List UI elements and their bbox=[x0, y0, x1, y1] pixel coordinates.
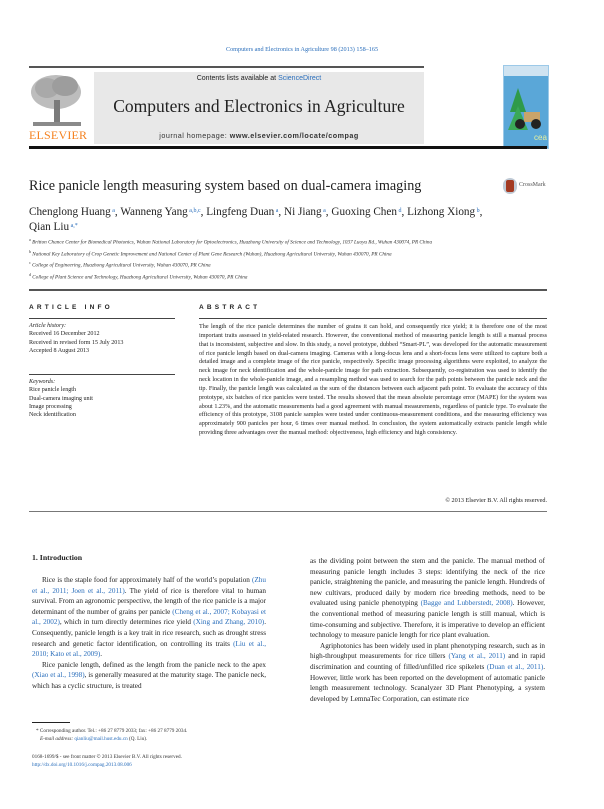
citation-link[interactable]: (Xing and Zhang, 2010) bbox=[193, 618, 265, 627]
journal-cover-icon bbox=[503, 65, 549, 149]
affiliation-item: $^c$ College of Engineering, Huazhong Agricultural University, Wuhan 430070, PR China bbox=[29, 260, 211, 269]
affiliation-key: c bbox=[29, 260, 31, 266]
cover-artwork-icon bbox=[504, 76, 548, 148]
paragraph-text: . Consequently, panicle length is a key trait in rice research, such as drought stress research and genetic factor identification, on controlling its traits bbox=[32, 618, 266, 648]
elsevier-tree-logo-icon bbox=[29, 72, 84, 130]
affiliation-key: d bbox=[29, 271, 31, 277]
abstract-text: The length of the rice panicle determines the number of grains it can hold, and consequently rice yield; it is therefore one of the most important traits assessed in yield-related research. However, the conventional method of measuring panicle length is still a manual process that is inconsistent, subjective and slow. In this study, a novel prototype, dubbed “Smart-PL”, was developed for the automatic measurement of rice panicle length based on dual-camera imaging. Cameras with a long-focus lens and a short-focus lens were utilized to capture both a detailed image and a complete image of the rice panicle, respectively. Specific image processing algorithms were exploited, to analyze the neck image for neck identification and the whole-panicle image for path extraction. Subsequently, co-registration was used to identify the neck location in the whole-panicle image, and a resampling method was used to search for the path points between the panicle neck and the tip. Finally, the panicle length was calculated as the sum of the distances between each adjacent path point. To evaluate the accuracy of this prototype, six batches of rice panicles were tested. The results showed that the mean absolute percentage error (MAPE) for the system was about 1.23%, and the automatic measurements had a good agreement with manual measurements, regardless of panicle type. To evaluate the efficiency of this prototype, 3108 panicle samples were tested under continuous-measurement conditions, and the measuring efficiency was approximately 900 panicles per hour, 6 times over manual method. In conclusion, the system automatically extracts panicle length while providing three advantages over the manual method: objectiveness, high efficiency and high consistency. bbox=[199, 324, 547, 437]
body-paragraph bbox=[32, 575, 266, 660]
abstract-heading: ABSTRACT bbox=[199, 304, 261, 311]
footnote-line bbox=[32, 727, 272, 735]
author-name[interactable]: Lizhong Xiong bbox=[407, 206, 476, 218]
paragraph-text: Rice panicle length, defined as the length from the panicle neck to the apex bbox=[42, 660, 266, 669]
article-history bbox=[29, 322, 179, 355]
footnote-marker: * bbox=[36, 728, 39, 734]
abstract-rule bbox=[199, 318, 547, 319]
footnote-email-line bbox=[32, 735, 272, 743]
keywords-label: Keywords: bbox=[29, 379, 56, 385]
paragraph-text: Agriphotonics has been widely used in plant phenotyping research, such as in high-throughput measurements for rice tillers bbox=[310, 641, 545, 661]
author-name[interactable]: Chenglong Huang bbox=[29, 206, 111, 218]
section-heading: 1. Introduction bbox=[32, 553, 83, 562]
author-name[interactable]: Lingfeng Duan bbox=[206, 206, 275, 218]
body-column-right bbox=[310, 556, 545, 704]
author-name[interactable]: Wanneng Yang bbox=[120, 206, 188, 218]
affiliation-item: $^a$ Britton Chance Center for Biomedical Photonics, Wuhan National Laboratory for Optoelectronics, Huazhong University of Science and Technology, 1037 Luoyu Rd., Wuhan 430074, PR China bbox=[29, 237, 433, 246]
issn-line: 0168-1699/$ - see front matter © 2013 Elsevier B.V. All rights reserved. bbox=[32, 754, 182, 760]
citation-link[interactable]: (Duan et al., 2011) bbox=[486, 662, 544, 671]
keyword-item: Neck identification bbox=[29, 412, 76, 419]
author-list: Chenglong Huang $^a$, Wanneng Yang $^{a,b,c}$, Lingfeng Duan $^a$, Ni Jiang $^a$, Guoxing Chen $^d$, Lizhong Xiong $^b$, Qian Liu $^{a,*}$ bbox=[29, 206, 483, 233]
journal-title: Computers and Electronics in Agriculture bbox=[113, 96, 405, 116]
email-suffix: (Q. Liu). bbox=[127, 736, 148, 742]
author-affiliation-marker[interactable]: a,b,c bbox=[187, 208, 201, 214]
keyword-item: Dual-camera imaging unit bbox=[29, 395, 93, 402]
author-name[interactable]: Ni Jiang bbox=[284, 206, 322, 218]
paragraph-text: Rice is the staple food for approximately half of the world’s population bbox=[42, 576, 253, 584]
email-label: E-mail address: bbox=[40, 736, 75, 742]
body-paragraph bbox=[310, 556, 545, 641]
history-item: Received in revised form 15 July 2013 bbox=[29, 339, 124, 346]
affiliation-item: $^d$ College of Plant Science and Technology, Huazhong Agricultural University, Wuhan 430070, PR China bbox=[29, 271, 248, 281]
author-name[interactable]: Guoxing Chen bbox=[331, 206, 397, 218]
abstract-copyright: © 2013 Elsevier B.V. All rights reserved. bbox=[445, 497, 547, 504]
article-info-rule bbox=[29, 318, 175, 319]
author-affiliation-marker[interactable]: b bbox=[475, 208, 480, 214]
paragraph-text: . The yield of rice is therefore vital to human survival. From an agronomic perspective, the length of the rice panicle is a major determinant of the number of grains per panicle bbox=[32, 586, 266, 616]
crossmark-icon bbox=[503, 178, 517, 194]
paragraph-text: . However, little work has been reported on the development of automatic panicle length measurement technology. Scanalyzer 3D Plant Phenotyping, a system developed by LemnaTec Corporation, can estimate rice bbox=[310, 662, 546, 703]
history-item: Accepted 8 August 2013 bbox=[29, 347, 90, 354]
homepage-link[interactable]: www.elsevier.com/locate/compag bbox=[229, 131, 359, 140]
contents-prefix: Contents lists available at bbox=[196, 75, 279, 82]
paragraph-text: and in rapid discrimination and counting of filled/unfilled rice spikelets bbox=[310, 652, 545, 671]
paragraph-text: , is generally measured at the maturity stage. The panicle neck, which has a cyclic structure, is treated bbox=[32, 671, 266, 690]
article-title: Rice panicle length measuring system based on dual-camera imaging bbox=[29, 178, 422, 194]
svg-text:cea: cea bbox=[534, 133, 547, 142]
issn-block bbox=[32, 753, 272, 769]
contents-line bbox=[94, 75, 424, 82]
journal-citation[interactable]: Computers and Electronics in Agriculture 98 (2013) 158–165 bbox=[225, 46, 379, 53]
cover-header bbox=[504, 66, 548, 76]
article-history-label: Article history: bbox=[29, 323, 67, 329]
body-paragraph bbox=[310, 641, 545, 705]
header-bottom-rule bbox=[29, 146, 547, 149]
keywords bbox=[29, 378, 179, 419]
paragraph-text: . bbox=[100, 650, 103, 659]
citation-link[interactable]: (Xiao et al., 1998) bbox=[32, 671, 85, 680]
body-column-left bbox=[32, 575, 266, 692]
citation-link[interactable]: (Liu et al., 2010; Kato et al., 2009) bbox=[32, 639, 266, 659]
affiliation-key: b bbox=[29, 248, 31, 254]
publisher-wordmark: ELSEVIER bbox=[29, 128, 88, 142]
corresponding-author-footnote bbox=[32, 727, 272, 743]
author-affiliation-marker[interactable]: a,* bbox=[69, 223, 78, 229]
citation-link[interactable]: (Bagge and Lubberstedt, 2008) bbox=[420, 599, 513, 608]
body-paragraph bbox=[32, 660, 266, 692]
homepage-prefix: journal homepage: bbox=[159, 131, 230, 140]
author-affiliation-marker[interactable]: d bbox=[396, 208, 402, 214]
affiliation-key: a bbox=[29, 237, 31, 242]
footnote-rule bbox=[32, 722, 70, 723]
keywords-rule bbox=[29, 374, 175, 375]
author-affiliation-marker[interactable]: a bbox=[110, 208, 115, 214]
paragraph-text: , which in turn directly determines rice yield bbox=[59, 618, 194, 627]
front-matter-rule bbox=[29, 511, 547, 512]
section-rule bbox=[29, 289, 547, 291]
author-affiliation-marker[interactable]: a bbox=[274, 208, 279, 214]
author-name[interactable]: Qian Liu bbox=[29, 221, 70, 233]
footnote-corresponding: Corresponding author. Tel.: +86 27 8779 2033; fax: +86 27 8779 2034. bbox=[39, 728, 188, 734]
citation-link[interactable]: (Cheng et al., 2007; Kobayasi et al., 2002) bbox=[32, 607, 266, 627]
history-item: Received 16 December 2012 bbox=[29, 331, 100, 338]
journal-homepage bbox=[94, 131, 424, 140]
citation-link[interactable]: (Yang et al., 2011) bbox=[448, 652, 506, 661]
paragraph-text: . However, the conventional method of measuring panicle length is still manual, which is time-consuming and subjective. Therefore, it is imperative to develop an efficient technology to measure panicle length for rice plant evaluation. bbox=[310, 599, 546, 640]
sciencedirect-link[interactable]: ScienceDirect bbox=[278, 75, 322, 82]
doi-link[interactable]: http://dx.doi.org/10.1016/j.compag.2013.08.006 bbox=[32, 762, 132, 768]
paragraph-text: as the dividing point between the stem and the panicle. The manual method of measuring panicle length includes 3 steps: identifying the neck of the rice panicle, straightening the panicle, and measuring the panicle length. Hundreds of new cultivars, produced daily by modern rice breeding methods, need to be evaluated using panicle phenotyping bbox=[310, 557, 545, 608]
header-rule bbox=[29, 66, 424, 68]
keyword-item: Image processing bbox=[29, 403, 72, 410]
citation-link[interactable]: (Zhu et al., 2011; Joen et al., 2011) bbox=[32, 576, 266, 595]
author-affiliation-marker[interactable]: a bbox=[321, 208, 326, 214]
crossmark-label: CrossMark bbox=[519, 182, 546, 188]
email-link[interactable]: qianliu@mail.hust.edu.cn bbox=[74, 736, 128, 742]
keyword-item: Rice panicle length bbox=[29, 387, 77, 394]
affiliations bbox=[29, 236, 554, 282]
affiliation-item: $^b$ National Key Laboratory of Crop Genetic Improvement and National Center of Plant Gene Research (Wuhan), Huazhong Agricultural University, Wuhan 430070, PR China bbox=[29, 248, 392, 258]
article-info-heading: ARTICLE INFO bbox=[29, 304, 113, 311]
